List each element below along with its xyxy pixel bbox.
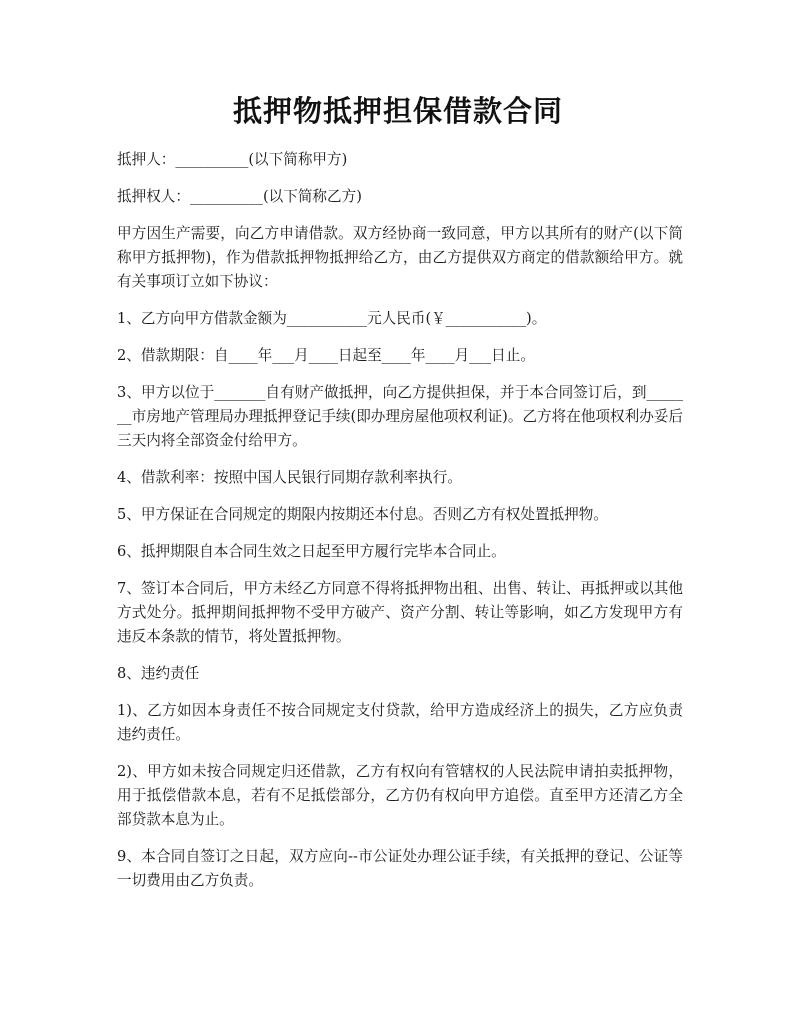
clause-7-restrictions: 7、签订本合同后，甲方未经乙方同意不得将抵押物出租、出售、转让、再抵押或以其他方式处分。抵押期间抵押物不受甲方破产、资产分割、转让等影响，如乙方发现甲方有违反本条款的情节，将处置抵押物。: [117, 580, 683, 645]
clause-9-notarization: 9、本合同自签订之日起，双方应向--市公证处办理公证手续，有关抵押的登记、公证等一切费用由乙方负责。: [117, 848, 683, 889]
document-title: 抵押物抵押担保借款合同: [232, 94, 563, 128]
clause-8-liability-heading: 8、违约责任: [117, 665, 200, 682]
clause-8-1-lender-liability: 1)、乙方如因本身责任不按合同规定支付贷款，给甲方造成经济上的损失，乙方应负责违约责任。: [117, 702, 683, 743]
paragraph-mortgagor: 抵押人：__________(以下简称甲方): [117, 151, 348, 168]
clause-3-collateral: 3、甲方以位于_______自有财产做抵押，向乙方提供担保，并于本合同签订后，到_______市房地产管理局办理抵押登记手续(即办理房屋他项权利证)。乙方将在他项权利办妥后三天内将全部资金付给甲方。: [117, 384, 683, 449]
paragraph-preamble: 甲方因生产需要，向乙方申请借款。双方经协商一致同意，甲方以其所有的财产(以下简称甲方抵押物)，作为借款抵押物抵押给乙方，由乙方提供双方商定的借款额给甲方。就有关事项订立如下协议：: [117, 225, 683, 290]
clause-8-2-borrower-liability: 2)、甲方如未按合同规定归还借款，乙方有权向有管辖权的人民法院申请拍卖抵押物，用于抵偿借款本息，若有不足抵偿部分，乙方仍有权向甲方追偿。直至甲方还清乙方全部贷款本息为止。: [117, 763, 683, 828]
clause-4-interest-rate: 4、借款利率：按照中国人民银行同期存款利率执行。: [117, 469, 462, 486]
paragraph-mortgagee: 抵押权人：__________(以下简称乙方): [117, 188, 362, 205]
clause-2-loan-term: 2、借款期限：自____年___月____日起至____年____月___日止。: [117, 347, 535, 364]
document-body: [117, 148, 683, 906]
clause-1-loan-amount: 1、乙方向甲方借款金额为___________元人民币(￥___________)。: [117, 310, 547, 327]
clause-5-repayment: 5、甲方保证在合同规定的期限内按期还本付息。否则乙方有权处置抵押物。: [117, 506, 608, 523]
clause-6-mortgage-term: 6、抵押期限自本合同生效之日起至甲方履行完毕本合同止。: [117, 543, 506, 560]
